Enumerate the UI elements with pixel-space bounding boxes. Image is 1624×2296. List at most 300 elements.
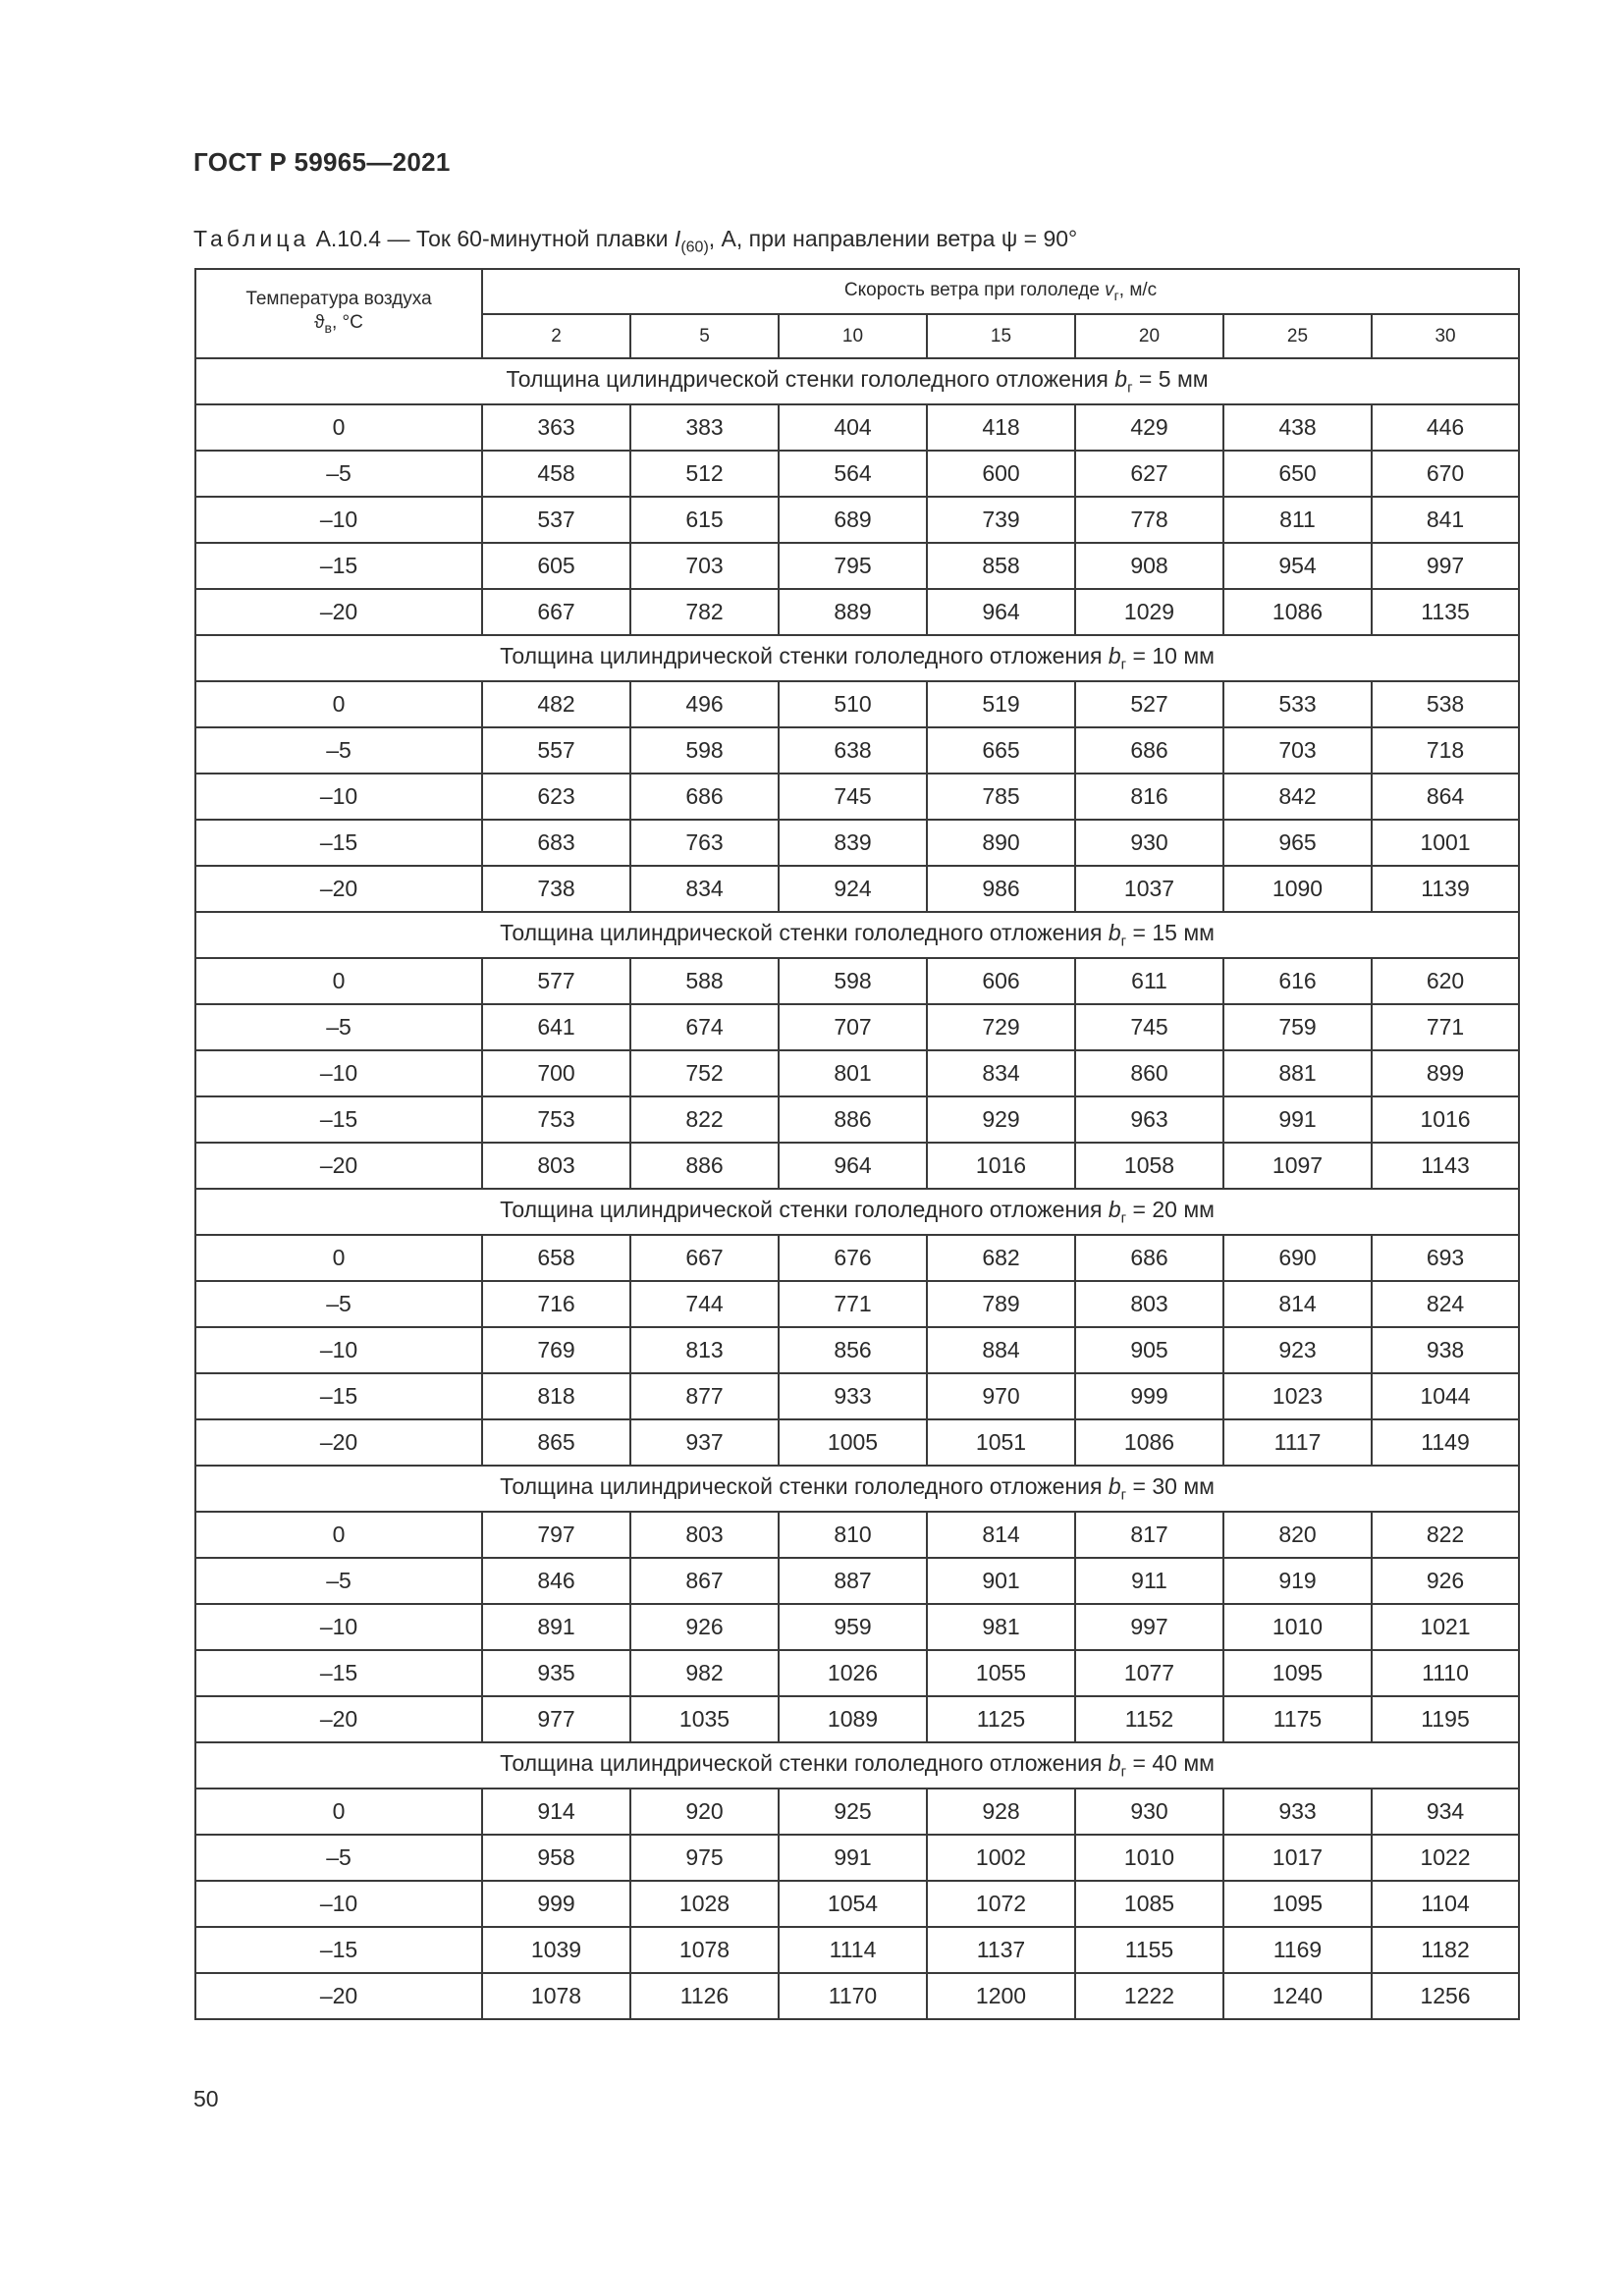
value-cell: 605 xyxy=(482,543,630,589)
value-cell: 598 xyxy=(630,727,779,774)
value-cell: 841 xyxy=(1372,497,1519,543)
value-cell: 1058 xyxy=(1075,1143,1223,1189)
value-cell: 991 xyxy=(1223,1096,1372,1143)
section-header-cell xyxy=(195,635,1519,681)
section-thickness: = 10 мм xyxy=(1126,643,1215,669)
value-cell: 1039 xyxy=(482,1927,630,1973)
table-row xyxy=(195,589,1519,635)
value-cell: 1054 xyxy=(779,1881,927,1927)
value-cell: 1002 xyxy=(927,1835,1075,1881)
section-header-row xyxy=(195,358,1519,404)
table-row xyxy=(195,497,1519,543)
table-row xyxy=(195,727,1519,774)
section-prefix: Толщина цилиндрической стенки гололедного отложения xyxy=(500,643,1109,669)
value-cell: 803 xyxy=(482,1143,630,1189)
value-cell: 438 xyxy=(1223,404,1372,451)
value-cell: 908 xyxy=(1075,543,1223,589)
table-row xyxy=(195,1050,1519,1096)
table-row xyxy=(195,1835,1519,1881)
value-cell: 890 xyxy=(927,820,1075,866)
table-row xyxy=(195,681,1519,727)
value-cell: 1023 xyxy=(1223,1373,1372,1419)
value-cell: 683 xyxy=(482,820,630,866)
temperature-cell: –10 xyxy=(195,1604,482,1650)
value-cell: 446 xyxy=(1372,404,1519,451)
value-cell: 686 xyxy=(1075,1235,1223,1281)
temperature-cell: –5 xyxy=(195,1004,482,1050)
value-cell: 991 xyxy=(779,1835,927,1881)
value-cell: 820 xyxy=(1223,1512,1372,1558)
value-cell: 1078 xyxy=(482,1973,630,2019)
value-cell: 1155 xyxy=(1075,1927,1223,1973)
value-cell: 519 xyxy=(927,681,1075,727)
value-cell: 557 xyxy=(482,727,630,774)
value-cell: 771 xyxy=(779,1281,927,1327)
velocity-symbol-sub: г xyxy=(1113,287,1119,303)
velocity-header-label: Скорость ветра при гололеде xyxy=(843,280,1106,301)
section-symbol: b xyxy=(1114,366,1128,393)
value-cell: 891 xyxy=(482,1604,630,1650)
table-row xyxy=(195,820,1519,866)
value-cell: 1078 xyxy=(630,1927,779,1973)
section-header-cell xyxy=(195,1742,1519,1789)
value-cell: 938 xyxy=(1372,1327,1519,1373)
value-cell: 1169 xyxy=(1223,1927,1372,1973)
value-cell: 824 xyxy=(1372,1281,1519,1327)
value-cell: 889 xyxy=(779,589,927,635)
value-cell: 1035 xyxy=(630,1696,779,1742)
section-thickness: = 15 мм xyxy=(1126,920,1215,946)
value-cell: 834 xyxy=(927,1050,1075,1096)
temperature-cell: –10 xyxy=(195,497,482,543)
value-cell: 860 xyxy=(1075,1050,1223,1096)
value-cell: 404 xyxy=(779,404,927,451)
value-cell: 887 xyxy=(779,1558,927,1604)
value-cell: 1137 xyxy=(927,1927,1075,1973)
temperature-cell: 0 xyxy=(195,1512,482,1558)
temperature-cell: –15 xyxy=(195,1096,482,1143)
current-table xyxy=(194,268,1520,2020)
section-symbol: b xyxy=(1108,643,1121,669)
value-cell: 899 xyxy=(1372,1050,1519,1096)
velocity-unit: , м/с xyxy=(1118,280,1158,301)
value-cell: 1016 xyxy=(927,1143,1075,1189)
value-cell: 933 xyxy=(1223,1789,1372,1835)
speed-header-cell: 30 xyxy=(1372,314,1519,358)
temperature-symbol: ϑ xyxy=(314,312,325,334)
value-cell: 510 xyxy=(779,681,927,727)
value-cell: 482 xyxy=(482,681,630,727)
table-row xyxy=(195,1973,1519,2019)
value-cell: 564 xyxy=(779,451,927,497)
section-thickness: = 5 мм xyxy=(1132,366,1209,393)
temperature-symbol-sub: в xyxy=(324,319,332,336)
table-row xyxy=(195,451,1519,497)
value-cell: 1125 xyxy=(927,1696,1075,1742)
value-cell: 611 xyxy=(1075,958,1223,1004)
value-cell: 958 xyxy=(482,1835,630,1881)
caption-symbol-sub: (60) xyxy=(680,239,709,256)
value-cell: 924 xyxy=(779,866,927,912)
value-cell: 769 xyxy=(482,1327,630,1373)
value-cell: 934 xyxy=(1372,1789,1519,1835)
value-cell: 1256 xyxy=(1372,1973,1519,2019)
table-row xyxy=(195,1419,1519,1466)
table-row xyxy=(195,1696,1519,1742)
table-row xyxy=(195,1235,1519,1281)
value-cell: 986 xyxy=(927,866,1075,912)
value-cell: 598 xyxy=(779,958,927,1004)
value-cell: 512 xyxy=(630,451,779,497)
speed-header-cell: 2 xyxy=(482,314,630,358)
document-header: ГОСТ Р 59965—2021 xyxy=(193,147,451,177)
table-caption xyxy=(193,226,1077,257)
temperature-cell: –20 xyxy=(195,1696,482,1742)
value-cell: 811 xyxy=(1223,497,1372,543)
section-symbol-sub: г xyxy=(1120,1763,1127,1781)
value-cell: 363 xyxy=(482,404,630,451)
value-cell: 789 xyxy=(927,1281,1075,1327)
value-cell: 814 xyxy=(1223,1281,1372,1327)
value-cell: 1010 xyxy=(1223,1604,1372,1650)
value-cell: 901 xyxy=(927,1558,1075,1604)
value-cell: 881 xyxy=(1223,1050,1372,1096)
section-symbol: b xyxy=(1108,920,1121,946)
value-cell: 615 xyxy=(630,497,779,543)
value-cell: 856 xyxy=(779,1327,927,1373)
temperature-cell: –10 xyxy=(195,774,482,820)
table-row xyxy=(195,866,1519,912)
value-cell: 527 xyxy=(1075,681,1223,727)
table-row xyxy=(195,1789,1519,1835)
value-cell: 795 xyxy=(779,543,927,589)
value-cell: 703 xyxy=(630,543,779,589)
value-cell: 1001 xyxy=(1372,820,1519,866)
section-header-row xyxy=(195,1742,1519,1789)
temperature-cell: –20 xyxy=(195,1419,482,1466)
section-symbol-sub: г xyxy=(1120,933,1127,950)
section-header-row xyxy=(195,635,1519,681)
value-cell: 839 xyxy=(779,820,927,866)
value-cell: 1017 xyxy=(1223,1835,1372,1881)
section-symbol: b xyxy=(1108,1197,1121,1223)
value-cell: 496 xyxy=(630,681,779,727)
value-cell: 964 xyxy=(779,1143,927,1189)
value-cell: 867 xyxy=(630,1558,779,1604)
value-cell: 928 xyxy=(927,1789,1075,1835)
value-cell: 1077 xyxy=(1075,1650,1223,1696)
value-cell: 771 xyxy=(1372,1004,1519,1050)
value-cell: 627 xyxy=(1075,451,1223,497)
value-cell: 1097 xyxy=(1223,1143,1372,1189)
temperature-cell: 0 xyxy=(195,681,482,727)
value-cell: 999 xyxy=(1075,1373,1223,1419)
value-cell: 981 xyxy=(927,1604,1075,1650)
value-cell: 676 xyxy=(779,1235,927,1281)
value-cell: 745 xyxy=(1075,1004,1223,1050)
value-cell: 689 xyxy=(779,497,927,543)
value-cell: 1222 xyxy=(1075,1973,1223,2019)
value-cell: 964 xyxy=(927,589,1075,635)
value-cell: 1149 xyxy=(1372,1419,1519,1466)
value-cell: 752 xyxy=(630,1050,779,1096)
value-cell: 954 xyxy=(1223,543,1372,589)
value-cell: 999 xyxy=(482,1881,630,1927)
value-cell: 1051 xyxy=(927,1419,1075,1466)
value-cell: 884 xyxy=(927,1327,1075,1373)
value-cell: 1016 xyxy=(1372,1096,1519,1143)
value-cell: 418 xyxy=(927,404,1075,451)
value-cell: 1114 xyxy=(779,1927,927,1973)
table-row xyxy=(195,1512,1519,1558)
value-cell: 842 xyxy=(1223,774,1372,820)
value-cell: 690 xyxy=(1223,1235,1372,1281)
value-cell: 935 xyxy=(482,1650,630,1696)
value-cell: 1086 xyxy=(1075,1419,1223,1466)
value-cell: 700 xyxy=(482,1050,630,1096)
value-cell: 911 xyxy=(1075,1558,1223,1604)
value-cell: 914 xyxy=(482,1789,630,1835)
caption-text: Ток 60-минутной плавки xyxy=(415,226,675,251)
caption-dash: — xyxy=(381,226,416,251)
value-cell: 667 xyxy=(482,589,630,635)
section-header-row xyxy=(195,1189,1519,1235)
section-symbol-sub: г xyxy=(1127,379,1133,397)
value-cell: 1010 xyxy=(1075,1835,1223,1881)
value-cell: 623 xyxy=(482,774,630,820)
section-symbol: b xyxy=(1108,1750,1121,1777)
table-row xyxy=(195,1604,1519,1650)
caption-text-rest: , А, при направлении ветра ψ = 90° xyxy=(708,226,1078,251)
section-symbol: b xyxy=(1108,1473,1121,1500)
value-cell: 817 xyxy=(1075,1512,1223,1558)
value-cell: 665 xyxy=(927,727,1075,774)
section-header-row xyxy=(195,1466,1519,1512)
value-cell: 533 xyxy=(1223,681,1372,727)
value-cell: 801 xyxy=(779,1050,927,1096)
value-cell: 1200 xyxy=(927,1973,1075,2019)
value-cell: 965 xyxy=(1223,820,1372,866)
value-cell: 538 xyxy=(1372,681,1519,727)
value-cell: 822 xyxy=(630,1096,779,1143)
value-cell: 641 xyxy=(482,1004,630,1050)
value-cell: 919 xyxy=(1223,1558,1372,1604)
section-symbol-sub: г xyxy=(1120,656,1127,673)
table-body xyxy=(195,358,1519,2019)
value-cell: 1143 xyxy=(1372,1143,1519,1189)
temperature-cell: –15 xyxy=(195,543,482,589)
table-row xyxy=(195,1881,1519,1927)
value-cell: 926 xyxy=(630,1604,779,1650)
temperature-cell: –15 xyxy=(195,1373,482,1419)
caption-number: А.10.4 xyxy=(315,226,382,251)
section-thickness: = 30 мм xyxy=(1126,1473,1215,1500)
temperature-cell: –15 xyxy=(195,1650,482,1696)
value-cell: 753 xyxy=(482,1096,630,1143)
value-cell: 834 xyxy=(630,866,779,912)
value-cell: 616 xyxy=(1223,958,1372,1004)
table-row xyxy=(195,1281,1519,1327)
value-cell: 1090 xyxy=(1223,866,1372,912)
table-row xyxy=(195,1327,1519,1373)
value-cell: 458 xyxy=(482,451,630,497)
value-cell: 963 xyxy=(1075,1096,1223,1143)
value-cell: 703 xyxy=(1223,727,1372,774)
value-cell: 744 xyxy=(630,1281,779,1327)
value-cell: 682 xyxy=(927,1235,1075,1281)
temperature-cell: 0 xyxy=(195,1789,482,1835)
value-cell: 959 xyxy=(779,1604,927,1650)
value-cell: 877 xyxy=(630,1373,779,1419)
caption-label: Таблица xyxy=(193,226,310,251)
value-cell: 822 xyxy=(1372,1512,1519,1558)
value-cell: 797 xyxy=(482,1512,630,1558)
value-cell: 686 xyxy=(1075,727,1223,774)
temperature-cell: –20 xyxy=(195,1143,482,1189)
speed-header-cell: 20 xyxy=(1075,314,1223,358)
temperature-cell: –10 xyxy=(195,1050,482,1096)
value-cell: 763 xyxy=(630,820,779,866)
section-header-cell xyxy=(195,912,1519,958)
value-cell: 1085 xyxy=(1075,1881,1223,1927)
value-cell: 1195 xyxy=(1372,1696,1519,1742)
value-cell: 1072 xyxy=(927,1881,1075,1927)
value-cell: 846 xyxy=(482,1558,630,1604)
section-symbol-sub: г xyxy=(1120,1209,1127,1227)
value-cell: 905 xyxy=(1075,1327,1223,1373)
temperature-cell: –15 xyxy=(195,1927,482,1973)
section-header-cell xyxy=(195,1189,1519,1235)
value-cell: 816 xyxy=(1075,774,1223,820)
value-cell: 970 xyxy=(927,1373,1075,1419)
value-cell: 588 xyxy=(630,958,779,1004)
value-cell: 739 xyxy=(927,497,1075,543)
caption-symbol: I xyxy=(674,226,681,251)
value-cell: 670 xyxy=(1372,451,1519,497)
value-cell: 813 xyxy=(630,1327,779,1373)
value-cell: 803 xyxy=(630,1512,779,1558)
value-cell: 778 xyxy=(1075,497,1223,543)
value-cell: 707 xyxy=(779,1004,927,1050)
value-cell: 814 xyxy=(927,1512,1075,1558)
value-cell: 818 xyxy=(482,1373,630,1419)
value-cell: 674 xyxy=(630,1004,779,1050)
value-cell: 982 xyxy=(630,1650,779,1696)
value-cell: 1029 xyxy=(1075,589,1223,635)
value-cell: 997 xyxy=(1075,1604,1223,1650)
temperature-cell: 0 xyxy=(195,404,482,451)
value-cell: 1026 xyxy=(779,1650,927,1696)
temperature-cell: –10 xyxy=(195,1881,482,1927)
temperature-cell: 0 xyxy=(195,1235,482,1281)
value-cell: 1037 xyxy=(1075,866,1223,912)
temperature-cell: –5 xyxy=(195,1835,482,1881)
temperature-cell: 0 xyxy=(195,958,482,1004)
value-cell: 600 xyxy=(927,451,1075,497)
value-cell: 667 xyxy=(630,1235,779,1281)
table-row xyxy=(195,1558,1519,1604)
section-symbol-sub: г xyxy=(1120,1486,1127,1504)
value-cell: 975 xyxy=(630,1835,779,1881)
value-cell: 429 xyxy=(1075,404,1223,451)
value-cell: 1152 xyxy=(1075,1696,1223,1742)
value-cell: 537 xyxy=(482,497,630,543)
value-cell: 1095 xyxy=(1223,1650,1372,1696)
value-cell: 926 xyxy=(1372,1558,1519,1604)
table-row xyxy=(195,1004,1519,1050)
value-cell: 1086 xyxy=(1223,589,1372,635)
section-prefix: Толщина цилиндрической стенки гололедного отложения xyxy=(500,920,1109,946)
value-cell: 1117 xyxy=(1223,1419,1372,1466)
temperature-cell: –5 xyxy=(195,451,482,497)
value-cell: 686 xyxy=(630,774,779,820)
value-cell: 886 xyxy=(630,1143,779,1189)
temperature-unit: , °С xyxy=(331,312,363,334)
value-cell: 1126 xyxy=(630,1973,779,2019)
value-cell: 745 xyxy=(779,774,927,820)
value-cell: 1175 xyxy=(1223,1696,1372,1742)
table-row xyxy=(195,1650,1519,1696)
speed-header-cell: 5 xyxy=(630,314,779,358)
page-number: 50 xyxy=(193,2086,219,2111)
temperature-cell: –15 xyxy=(195,820,482,866)
value-cell: 886 xyxy=(779,1096,927,1143)
value-cell: 1089 xyxy=(779,1696,927,1742)
value-cell: 620 xyxy=(1372,958,1519,1004)
value-cell: 1240 xyxy=(1223,1973,1372,2019)
value-cell: 1104 xyxy=(1372,1881,1519,1927)
speed-header-cell: 10 xyxy=(779,314,927,358)
value-cell: 782 xyxy=(630,589,779,635)
section-prefix: Толщина цилиндрической стенки гололедного отложения xyxy=(500,1197,1109,1223)
section-prefix: Толщина цилиндрической стенки гололедного отложения xyxy=(506,366,1115,393)
value-cell: 933 xyxy=(779,1373,927,1419)
table-row xyxy=(195,1373,1519,1419)
value-cell: 383 xyxy=(630,404,779,451)
table-row xyxy=(195,1143,1519,1189)
value-cell: 1095 xyxy=(1223,1881,1372,1927)
value-cell: 606 xyxy=(927,958,1075,1004)
section-prefix: Толщина цилиндрической стенки гололедного отложения xyxy=(500,1473,1109,1500)
velocity-symbol: v xyxy=(1105,280,1114,301)
temperature-cell: –5 xyxy=(195,1558,482,1604)
speed-header-cell: 25 xyxy=(1223,314,1372,358)
temperature-cell: –20 xyxy=(195,1973,482,2019)
value-cell: 785 xyxy=(927,774,1075,820)
table-row xyxy=(195,774,1519,820)
value-cell: 930 xyxy=(1075,820,1223,866)
temperature-cell: –20 xyxy=(195,589,482,635)
value-cell: 650 xyxy=(1223,451,1372,497)
speed-header-cell: 15 xyxy=(927,314,1075,358)
value-cell: 738 xyxy=(482,866,630,912)
section-thickness: = 40 мм xyxy=(1126,1750,1215,1777)
table-row xyxy=(195,958,1519,1004)
value-cell: 729 xyxy=(927,1004,1075,1050)
velocity-column-header xyxy=(482,269,1519,314)
temperature-cell: –20 xyxy=(195,866,482,912)
value-cell: 1044 xyxy=(1372,1373,1519,1419)
value-cell: 1135 xyxy=(1372,589,1519,635)
section-thickness: = 20 мм xyxy=(1126,1197,1215,1223)
value-cell: 1028 xyxy=(630,1881,779,1927)
table-row xyxy=(195,404,1519,451)
value-cell: 937 xyxy=(630,1419,779,1466)
section-header-row xyxy=(195,912,1519,958)
value-cell: 930 xyxy=(1075,1789,1223,1835)
value-cell: 577 xyxy=(482,958,630,1004)
table-row xyxy=(195,543,1519,589)
